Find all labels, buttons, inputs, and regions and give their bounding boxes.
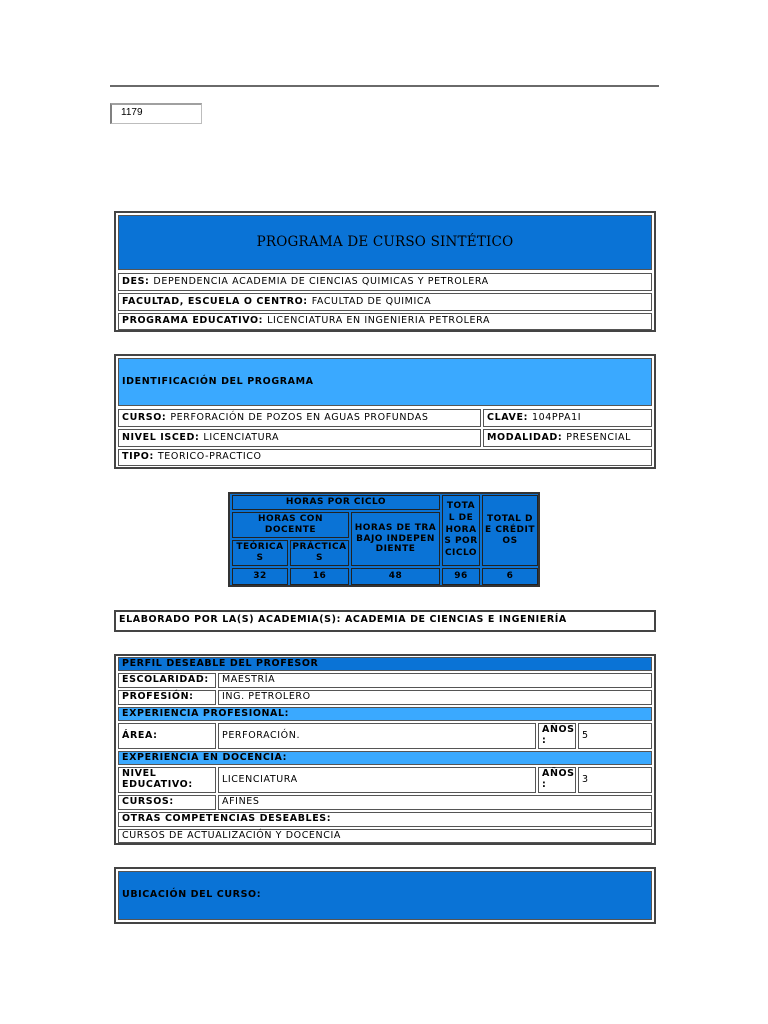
document-number-field: 1179 [110,103,202,124]
elaborado-box [114,610,656,632]
tipo-label: TIPO: [122,451,154,463]
area-label-cell [118,723,216,749]
experiencia-docencia-heading: EXPERIENCIA EN DOCENCIA: [118,751,652,765]
modalidad-value: PRESENCIAL [566,431,631,443]
escolaridad-label-cell [118,673,216,688]
area-value: PERFORACIÓN. [222,729,301,741]
practicas-header: PRÁCTICAS [290,540,349,566]
nivel-educativo-label: NIVEL EDUCATIVO: [122,768,193,790]
total-horas-value: 96 [442,568,480,585]
profesion-label: PROFESIÓN: [122,691,194,703]
teoricas-header: TEÓRICAS [232,540,288,566]
nivel-isced-row [118,429,481,447]
tipo-value: TEORICO-PRACTICO [157,451,262,463]
curso-row [118,409,481,427]
anos-prof-value: 5 [582,729,589,741]
nivel-educativo-label-cell [118,767,216,793]
profesion-value-cell [218,690,652,705]
otras-competencias-value-row [118,829,652,843]
facultad-row [118,293,652,311]
cursos-label-cell [118,795,216,810]
total-horas-header: TOTAL DE HORAS POR CICLO [442,495,480,566]
programa-row [118,313,652,330]
ubicacion-box [114,867,656,924]
programa-value: LICENCIATURA EN INGENIERIA PETROLERA [267,315,491,327]
program-title: PROGRAMA DE CURSO SINTÉTICO [118,215,652,270]
otras-competencias-row [118,812,652,827]
profesion-label-cell [118,690,216,705]
nivel-educativo-value-cell [218,767,536,793]
horas-con-docente-header: HORAS CON DOCENTE [232,512,349,538]
facultad-label: FACULTAD, ESCUELA O CENTRO: [122,295,308,307]
modalidad-cell [483,429,652,447]
nivel-isced-value: LICENCIATURA [203,431,280,443]
escolaridad-label: ESCOLARIDAD: [122,674,209,686]
programa-label: PROGRAMA EDUCATIVO: [122,315,264,327]
otras-competencias-value: CURSOS DE ACTUALIZACIÓN Y DOCENCIA [122,829,341,841]
perfil-box [114,654,656,845]
ubicacion-heading: UBICACIÓN DEL CURSO: [118,871,652,920]
experiencia-profesional-heading: EXPERIENCIA PROFESIONAL: [118,707,652,721]
area-label: ÁREA: [122,729,158,741]
perfil-heading: PERFIL DESEABLE DEL PROFESOR [118,657,652,671]
horas-trabajo-independiente-header: HORAS DE TRABAJO INDEPENDIENTE [351,512,440,566]
cursos-label: CURSOS: [122,796,174,808]
area-value-cell [218,723,536,749]
anos-prof-value-cell [578,723,652,749]
program-header-box [114,211,656,332]
elaborado-value: ACADEMIA DE CIENCIAS E INGENIERÍA [344,613,567,625]
teoricas-value: 32 [232,568,288,585]
creditos-value: 6 [482,568,538,585]
horas-por-ciclo-header: HORAS POR CICLO [232,495,440,510]
top-divider [110,85,659,87]
des-value: DEPENDENCIA ACADEMIA DE CIENCIAS QUIMICAS Y PETROLERA [153,275,489,287]
clave-label: CLAVE: [487,411,528,423]
clave-value: 104PPA1I [531,411,582,423]
identificacion-box [114,354,656,469]
practicas-value: 16 [290,568,349,585]
anos-prof-label: AÑOS : [542,724,575,746]
anos-doc-value: 3 [582,773,589,785]
clave-cell [483,409,652,427]
elaborado-row [116,612,652,628]
tipo-row [118,449,652,466]
profesion-value: ING. PETROLERO [222,691,311,703]
modalidad-label: MODALIDAD: [487,431,563,443]
des-label: DES: [122,275,150,287]
anos-doc-label: AÑOS : [542,768,575,790]
hours-table [228,492,540,587]
des-row [118,273,652,291]
cursos-value: AFINES [222,796,260,808]
cursos-value-cell [218,795,652,810]
curso-value: PERFORACIÓN DE POZOS EN AGUAS PROFUNDAS [170,411,429,423]
curso-label: CURSO: [122,411,167,423]
escolaridad-value: MAESTRÍA [222,674,276,686]
facultad-value: FACULTAD DE QUIMICA [311,295,432,307]
anos-doc-label-cell [538,767,576,793]
independiente-value: 48 [351,568,440,585]
anos-prof-label-cell [538,723,576,749]
elaborado-label: ELABORADO POR LA(S) ACADEMIA(S): [119,613,341,625]
nivel-educativo-value: LICENCIATURA [222,773,298,785]
otras-competencias-label: OTRAS COMPETENCIAS DESEABLES: [122,813,332,825]
nivel-isced-label: NIVEL ISCED: [122,431,200,443]
identificacion-heading: IDENTIFICACIÓN DEL PROGRAMA [118,358,652,406]
escolaridad-value-cell [218,673,652,688]
total-creditos-header: TOTAL DE CRÉDITOS [482,495,538,566]
anos-doc-value-cell [578,767,652,793]
